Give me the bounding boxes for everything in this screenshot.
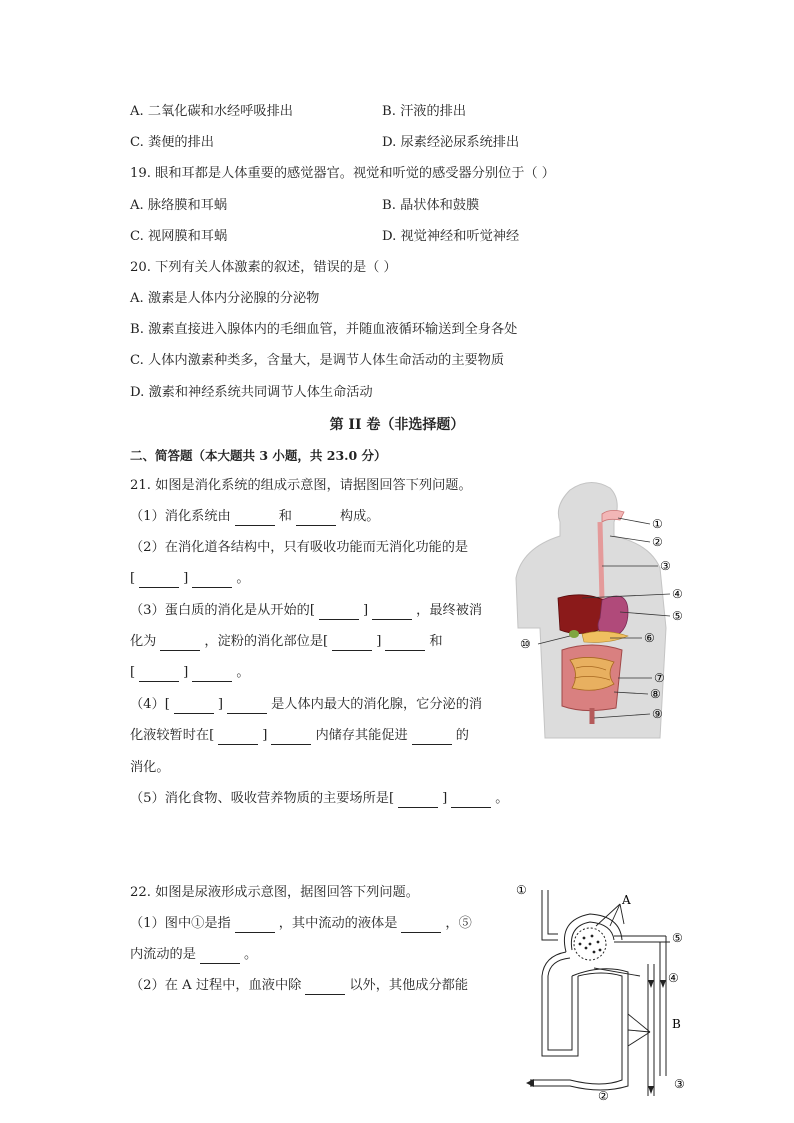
q19-option-a: A. 脉络膜和耳蜗 [130,198,228,213]
answer-blank[interactable] [227,699,267,714]
q19-option-b: B. 晶状体和鼓膜 [382,198,480,213]
q20-option-a: A. 激素是人体内分泌腺的分泌物 [130,291,320,306]
answer-blank[interactable] [218,730,258,745]
q21-part2: （2）在消化道各结构中，只有吸收功能而无消化功能的是 [130,540,469,555]
q21-part4-end: 消化。 [130,760,170,775]
answer-blank[interactable] [372,605,412,620]
label-10: ⑩ [520,637,531,651]
q20-option-c: C. 人体内激素种类多，含量大，是调节人体生命活动的主要物质 [130,353,505,368]
section-title: 第 II 卷（非选择题） [329,417,465,433]
label-9: ⑨ [652,707,663,721]
label-7: ⑦ [654,671,665,685]
answer-blank[interactable] [398,793,438,808]
answer-blank[interactable] [401,918,441,933]
q21-part2-answer: [ ] 。 [130,571,250,586]
answer-blank[interactable] [305,980,345,995]
answer-blank[interactable] [385,636,425,651]
q21-part3-cont2: [ ] 。 [130,665,250,680]
label-1: ① [516,883,527,897]
q20-option-d: D. 激素和神经系统共同调节人体生命活动 [130,385,373,400]
q18-option-a: A. 二氧化碳和水经呼吸排出 [130,104,293,119]
q22-part1: （1）图中①是指 ，其中流动的液体是 ，⑤ [130,916,472,931]
q18-option-d: D. 尿素经泌尿系统排出 [382,135,520,150]
q22-part1-cont: 内流动的是 。 [130,947,258,962]
label-b: B [672,1017,681,1031]
q19-option-c: C. 视网膜和耳蜗 [130,229,228,244]
label-5: ⑤ [672,609,683,623]
q20-stem: 20. 下列有关人体激素的叙述，错误的是（ ） [130,260,397,275]
q18-option-c: C. 粪便的排出 [130,135,214,150]
answer-blank[interactable] [412,730,452,745]
label-a: A [622,893,631,907]
label-1: ① [652,517,663,531]
label-8: ⑧ [650,687,661,701]
digestive-system-figure [510,478,700,740]
answer-blank[interactable] [271,730,311,745]
q21-part3: （3）蛋白质的消化是从开始的[ ] ，最终被消 [130,603,483,618]
answer-blank[interactable] [296,511,336,526]
answer-blank[interactable] [235,918,275,933]
q22-part2: （2）在 A 过程中，血液中除 以外，其他成分都能 [130,978,469,993]
answer-blank[interactable] [160,636,200,651]
answer-blank[interactable] [200,949,240,964]
subsection-title: 二、简答题（本大题共 3 小题，共 23.0 分） [130,448,387,463]
answer-blank[interactable] [192,667,232,682]
q21-part3-cont: 化为 ，淀粉的消化部位是[ ] 和 [130,634,443,649]
answer-blank[interactable] [235,511,275,526]
answer-blank[interactable] [174,699,214,714]
urine-formation-figure [510,880,700,1102]
q21-part4-cont: 化液较暂时在[ ] 内储存其能促进 的 [130,728,469,743]
answer-blank[interactable] [319,605,359,620]
answer-blank[interactable] [139,667,179,682]
q19-option-d: D. 视觉神经和听觉神经 [382,229,520,244]
label-3: ③ [674,1077,685,1091]
answer-blank[interactable] [139,573,179,588]
q21-part1: （1）消化系统由 和 构成。 [130,509,380,524]
label-2: ② [652,535,663,549]
q19-stem: 19. 眼和耳都是人体重要的感觉器官。视觉和听觉的感受器分别位于（ ） [130,166,555,181]
label-3: ③ [660,559,671,573]
q21-part4: （4）[ ] 是人体内最大的消化腺，它分泌的消 [130,697,483,712]
label-4: ④ [672,587,683,601]
answer-blank[interactable] [332,636,372,651]
q20-option-b: B. 激素直接进入腺体内的毛细血管，并随血液循环输送到全身各处 [130,322,518,337]
q21-stem: 21. 如图是消化系统的组成示意图，请据图回答下列问题。 [130,478,472,493]
q18-option-b: B. 汗液的排出 [382,104,467,119]
q21-part5: （5）消化食物、吸收营养物质的主要场所是[ ] 。 [130,791,509,806]
label-4: ④ [668,971,679,985]
label-5: ⑤ [672,931,683,945]
answer-blank[interactable] [192,573,232,588]
answer-blank[interactable] [451,793,491,808]
label-2: ② [598,1089,609,1102]
q22-stem: 22. 如图是尿液形成示意图，据图回答下列问题。 [130,885,419,900]
label-6: ⑥ [644,631,655,645]
